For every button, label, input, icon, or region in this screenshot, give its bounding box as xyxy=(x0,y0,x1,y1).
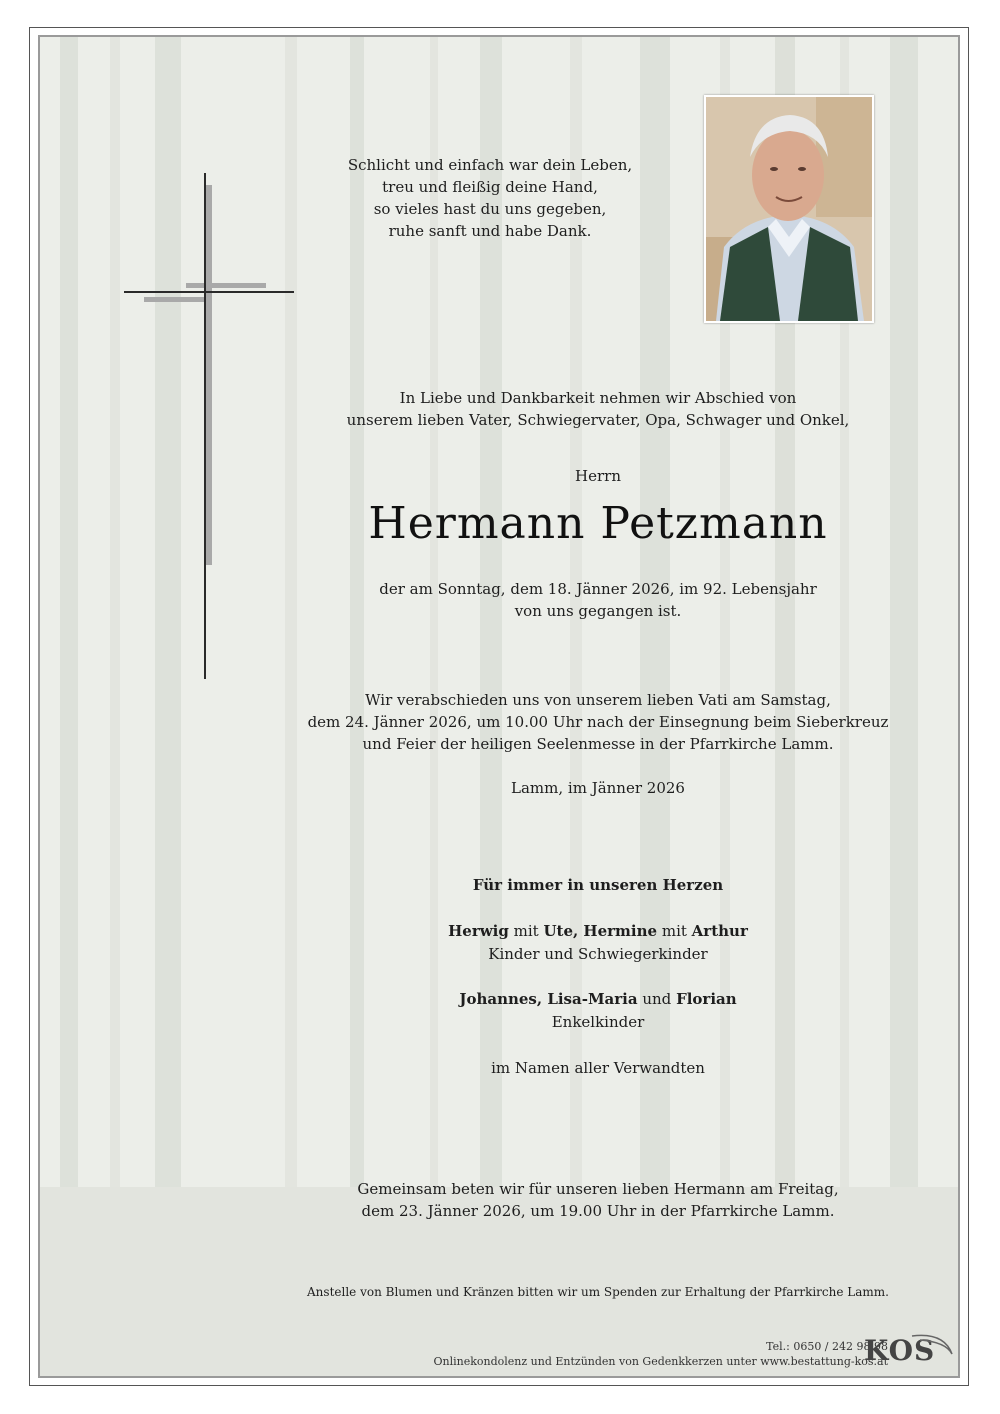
mourner-name: Johannes, Lisa-Maria xyxy=(459,990,638,1008)
ceremony-info xyxy=(300,689,896,755)
intro-text xyxy=(300,387,896,431)
portrait-photo xyxy=(704,95,874,323)
logo-text: KOS xyxy=(864,1334,936,1367)
mourners-children-role: Kinder und Schwiegerkinder xyxy=(488,945,708,963)
cross-icon xyxy=(120,171,300,681)
intro-line: In Liebe und Dankbarkeit nehmen wir Abschied von xyxy=(399,389,797,407)
prayer-line: Gemeinsam beten wir für unseren lieben Hermann am Freitag, xyxy=(357,1180,839,1198)
poem-line: so vieles hast du uns gegeben, xyxy=(373,200,607,218)
mourner-name: Herwig xyxy=(448,922,509,940)
mourners-grandchildren xyxy=(300,988,896,1010)
donation-note: Anstelle von Blumen und Kränzen bitten wir um Spenden zur Erhaltung der Pfarrkirche Lamm. xyxy=(307,1285,889,1299)
ceremony-line: Wir verabschieden uns von unserem lieben Vati am Samstag, xyxy=(365,691,831,709)
mourners-grandchildren-role: Enkelkinder xyxy=(551,1013,645,1031)
death-line: der am Sonntag, dem 18. Jänner 2026, im 92. Lebensjahr xyxy=(379,580,817,598)
joiner: mit xyxy=(508,922,544,940)
death-line: von uns gegangen ist. xyxy=(514,602,682,620)
prayer-line: dem 23. Jänner 2026, um 19.00 Uhr in der Pfarrkirche Lamm. xyxy=(361,1202,835,1220)
poem-line: ruhe sanft und habe Dank. xyxy=(388,222,592,240)
mourners-heading: Für immer in unseren Herzen xyxy=(472,876,724,894)
place-date: Lamm, im Jänner 2026 xyxy=(511,779,685,797)
company-logo xyxy=(864,1330,956,1374)
ceremony-line: dem 24. Jänner 2026, um 10.00 Uhr nach der Einsegnung beim Sieberkreuz xyxy=(307,713,889,731)
poem-line: treu und fleißig deine Hand, xyxy=(382,178,598,196)
ceremony-line: und Feier der heiligen Seelenmesse in der Pfarrkirche Lamm. xyxy=(362,735,834,753)
prayer-info xyxy=(300,1178,896,1222)
joiner: und xyxy=(637,990,677,1008)
mourners-children xyxy=(300,920,896,942)
mourner-name: Florian xyxy=(676,990,737,1008)
deceased-name: Hermann Petzmann xyxy=(368,498,828,549)
mourner-name: Arthur xyxy=(691,922,748,940)
logo-swoosh-icon xyxy=(864,1330,956,1374)
joiner: mit xyxy=(657,922,692,940)
intro-line: unserem lieben Vater, Schwiegervater, Opa, Schwager und Onkel, xyxy=(346,411,850,429)
footer-online-link[interactable]: Onlinekondolenz und Entzünden von Gedenkkerzen unter www.bestattung-kos.at xyxy=(433,1355,888,1368)
all-relatives: im Namen aller Verwandten xyxy=(491,1059,705,1077)
poem xyxy=(300,154,680,242)
death-notice xyxy=(300,578,896,622)
poem-line: Schlicht und einfach war dein Leben, xyxy=(347,156,633,174)
footer-phone: Tel.: 0650 / 242 98 98 xyxy=(766,1340,888,1353)
salutation: Herrn xyxy=(575,467,621,485)
mourner-name: Ute, Hermine xyxy=(543,922,658,940)
